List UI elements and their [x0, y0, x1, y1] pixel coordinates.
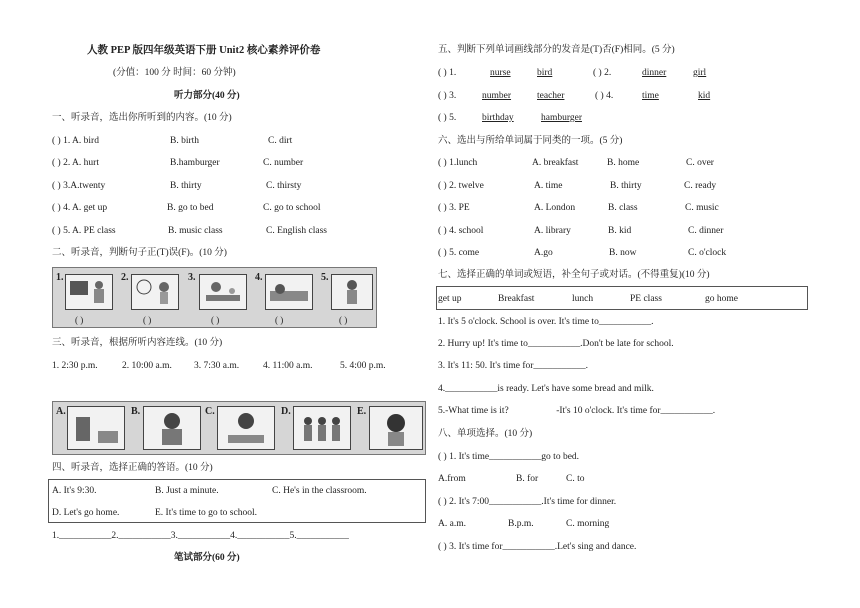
s7-word-2: Breakfast — [498, 294, 535, 304]
s5-q5: ( ) 5. — [438, 113, 457, 123]
s6-q3-c: C. music — [685, 203, 719, 213]
s6-q5: ( ) 5. come — [438, 248, 480, 258]
s6-q2-b: B. thirty — [610, 181, 642, 191]
s1-q5-c: C. English class — [266, 226, 327, 236]
s2-answer-2[interactable]: ( ) — [143, 315, 152, 325]
section2-heading: 二、听录音，判断句子正(T)误(F)。(10 分) — [52, 248, 227, 258]
s2-number-2: 2. — [121, 272, 129, 283]
girl-drinking-icon — [370, 407, 422, 449]
sleeping-boy-icon — [266, 275, 312, 309]
clock-girl-icon — [132, 275, 178, 309]
s2-answer-4[interactable]: ( ) — [275, 315, 284, 325]
s3-time-2: 2. 10:00 a.m. — [122, 361, 172, 371]
s1-q5-b: B. music class — [168, 226, 223, 236]
s3-letter-a: A. — [56, 406, 66, 417]
s5-q2: ( ) 2. — [593, 68, 612, 78]
breakfast-icon — [200, 275, 246, 309]
s8-q3[interactable]: ( ) 3. It's time for___________.Let's sing and dance. — [438, 542, 637, 552]
s5-q3-word1: number — [482, 91, 512, 101]
classroom-icon — [68, 407, 124, 449]
section3-heading: 三、听录音，根据所听内容连线。(10 分) — [52, 338, 223, 348]
s1-q4-b: B. go to bed — [167, 203, 214, 213]
s6-q1-b: B. home — [607, 158, 640, 168]
s3-time-5: 5. 4:00 p.m. — [340, 361, 386, 371]
s7-sentence-3[interactable]: 3. It's 11: 50. It's time for___________. — [438, 361, 589, 371]
s3-picture-d — [293, 406, 351, 450]
s3-picture-b — [143, 406, 201, 450]
s2-picture-4 — [265, 274, 313, 310]
s5-q1: ( ) 1. — [438, 68, 457, 78]
s5-q3-word2: teacher — [537, 91, 565, 101]
s3-letter-b: B. — [131, 406, 141, 417]
s6-q4-b: B. kid — [608, 226, 632, 236]
s8-q2-b: B.p.m. — [508, 519, 534, 529]
s5-q3: ( ) 3. — [438, 91, 457, 101]
s1-q2: ( ) 2. A. hurt — [52, 158, 99, 168]
s5-q4-word1: time — [642, 91, 659, 101]
s8-q2-a: A. a.m. — [438, 519, 466, 529]
s6-q4-a: A. library — [534, 226, 571, 236]
s4-answer-line[interactable]: 1.___________2.___________3.___________4.___________5.___________ — [52, 531, 349, 541]
s6-q3-a: A. London — [534, 203, 576, 213]
score-time-line: (分值：100 分 时间：60 分钟) — [113, 68, 236, 78]
s5-q1-word2: bird — [537, 68, 553, 78]
section5-heading: 五、判断下列单词画线部分的发音是(T)否(F)相同。(5 分) — [438, 45, 675, 55]
s8-q2-c: C. morning — [566, 519, 610, 529]
s1-q3: ( ) 3.A.twenty — [52, 181, 106, 191]
page-title: 人教 PEP 版四年级英语下册 Unit2 核心素养评价卷 — [87, 45, 321, 56]
boy-eating-icon — [144, 407, 200, 449]
s7-word-3: lunch — [572, 294, 594, 304]
s2-answer-5[interactable]: ( ) — [339, 315, 348, 325]
s7-sentence-1[interactable]: 1. It's 5 o'clock. School is over. It's time to___________. — [438, 317, 654, 327]
s4-option-c: C. He's in the classroom. — [272, 486, 367, 496]
s8-q1-a: A.from — [438, 474, 466, 484]
section6-heading: 六、选出与所给单词属于同类的一项。(5 分) — [438, 136, 623, 146]
s7-sentence-2[interactable]: 2. Hurry up! It's time to___________.Don't be late for school. — [438, 339, 674, 349]
s6-q2-c: C. ready — [684, 181, 717, 191]
s7-sentence-4[interactable]: 4.___________is ready. Let's have some bread and milk. — [438, 384, 654, 394]
s6-q3-b: B. class — [608, 203, 638, 213]
s5-q2-word2: girl — [693, 68, 707, 78]
s5-q2-word1: dinner — [642, 68, 667, 78]
s6-q1: ( ) 1.lunch — [438, 158, 478, 168]
s7-sentence-5[interactable]: 5.-What time is it? -It's 10 o'clock. It's time for___________. — [438, 406, 716, 416]
s5-q4: ( ) 4. — [595, 91, 614, 101]
s1-q4-c: C. go to school — [263, 203, 321, 213]
s1-q3-c: C. thirsty — [266, 181, 302, 191]
s8-q1[interactable]: ( ) 1. It's time___________go to bed. — [438, 452, 580, 462]
s3-letter-c: C. — [205, 406, 215, 417]
section2-picture-strip — [52, 267, 377, 328]
s6-q1-a: A. breakfast — [532, 158, 579, 168]
s2-answer-3[interactable]: ( ) — [211, 315, 220, 325]
s3-letter-e: E. — [357, 406, 367, 417]
s3-time-1: 1. 2:30 p.m. — [52, 361, 98, 371]
s2-picture-5 — [331, 274, 373, 310]
s1-q1: ( ) 1. A. bird — [52, 136, 99, 146]
section7-word-box — [436, 286, 808, 310]
s2-number-3: 3. — [188, 272, 196, 283]
s6-q1-c: C. over — [686, 158, 714, 168]
s3-time-4: 4. 11:00 a.m. — [263, 361, 313, 371]
s8-q2[interactable]: ( ) 2. It's 7:00___________.It's time for dinner. — [438, 497, 617, 507]
s2-number-5: 5. — [321, 272, 329, 283]
s2-number-4: 4. — [255, 272, 263, 283]
s6-q2-a: A. time — [534, 181, 563, 191]
section4-heading: 四、听录音，选择正确的答语。(10 分) — [52, 463, 213, 473]
s4-option-e: E. It's time to go to school. — [155, 508, 257, 518]
s1-q2-c: C. number — [263, 158, 304, 168]
s6-q5-b: B. now — [609, 248, 637, 258]
s6-q2: ( ) 2. twelve — [438, 181, 484, 191]
s1-q5: ( ) 5. A. PE class — [52, 226, 116, 236]
s1-q1-b: B. birth — [170, 136, 200, 146]
s2-picture-1 — [65, 274, 113, 310]
children-group-icon — [294, 407, 350, 449]
section7-heading: 七、选择正确的单词或短语，补全句子或对话。(不得重复)(10 分) — [438, 270, 710, 280]
listening-section-header: 听力部分(40 分) — [174, 91, 240, 101]
s6-q5-c: C. o'clock — [688, 248, 727, 258]
playing-boy-icon — [332, 275, 372, 309]
tv-watching-icon — [66, 275, 112, 309]
s6-q4: ( ) 4. school — [438, 226, 484, 236]
s5-q1-word1: nurse — [490, 68, 511, 78]
s7-word-4: PE class — [630, 294, 662, 304]
s3-picture-e — [369, 406, 423, 450]
s6-q3: ( ) 3. PE — [438, 203, 470, 213]
s7-word-1: get up — [438, 294, 462, 304]
s6-q5-a: A.go — [534, 248, 553, 258]
s7-word-5: go home — [705, 294, 738, 304]
s5-q5-word1: birthday — [482, 113, 514, 123]
section1-heading: 一、听录音，选出你所听到的内容。(10 分) — [52, 113, 232, 123]
s4-option-b: B. Just a minute. — [155, 486, 219, 496]
s3-picture-a — [67, 406, 125, 450]
s2-picture-2 — [131, 274, 179, 310]
writing-section-header: 笔试部分(60 分) — [174, 553, 240, 563]
s2-answer-1[interactable]: ( ) — [75, 315, 84, 325]
s3-time-3: 3. 7:30 a.m. — [194, 361, 240, 371]
s5-q5-word2: hamburger — [541, 113, 582, 123]
s1-q4: ( ) 4. A. get up — [52, 203, 108, 213]
s8-q1-c: C. to — [566, 474, 585, 484]
s2-number-1: 1. — [56, 272, 64, 283]
s5-q4-word2: kid — [698, 91, 711, 101]
s4-option-a: A. It's 9:30. — [52, 486, 97, 496]
s1-q2-b: B.hamburger — [170, 158, 220, 168]
s2-picture-3 — [199, 274, 247, 310]
s4-option-d: D. Let's go home. — [52, 508, 120, 518]
section8-heading: 八、单项选择。(10 分) — [438, 429, 533, 439]
s8-q1-b: B. for — [516, 474, 539, 484]
section3-picture-strip — [52, 401, 426, 455]
s3-picture-c — [217, 406, 275, 450]
s6-q4-c: C. dinner — [688, 226, 724, 236]
girl-studying-icon — [218, 407, 274, 449]
s1-q3-b: B. thirty — [170, 181, 202, 191]
s3-letter-d: D. — [281, 406, 291, 417]
s1-q1-c: C. dirt — [268, 136, 293, 146]
